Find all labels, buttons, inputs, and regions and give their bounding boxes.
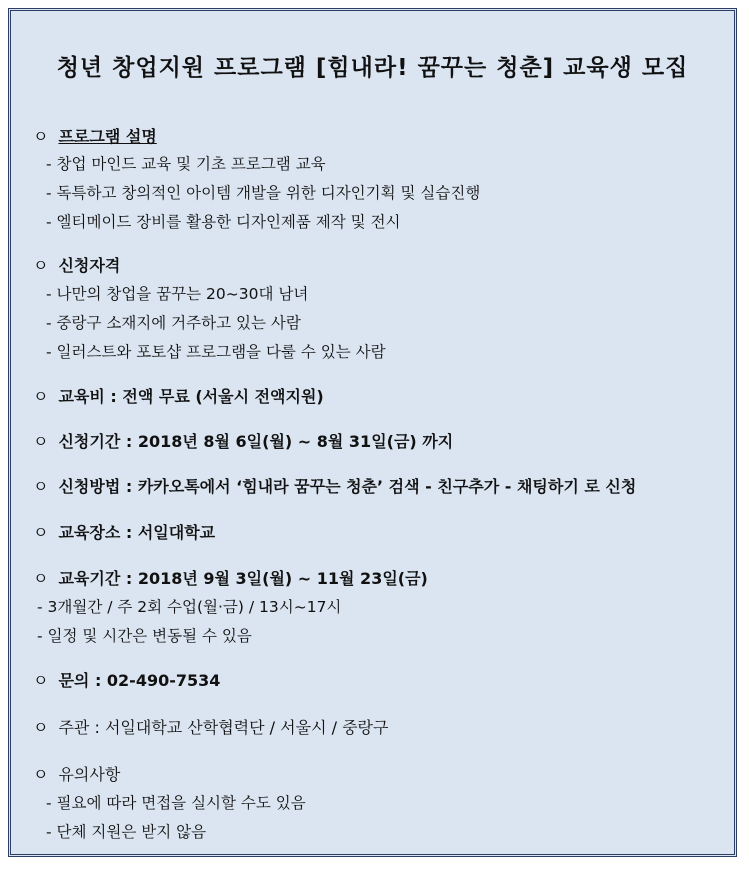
eligibility-item-1: - 나만의 창업을 꿈꾸는 20~30대 남녀 [46, 285, 309, 303]
bullet-icon: ㅇ [33, 671, 49, 690]
section-program-heading: ㅇ 프로그램 설명 [33, 127, 157, 146]
program-item-2: - 독특하고 창의적인 아이템 개발을 위한 디자인기획 및 실습진행 [46, 184, 481, 202]
bullet-icon: ㅇ [33, 477, 49, 496]
section-application-method: ㅇ 신청방법 : 카카오톡에서 ‘힘내라 꿈꾸는 청춘’ 검색 - 친구추가 - 채팅하기 로 신청 [33, 477, 637, 496]
section-location: ㅇ 교육장소 : 서일대학교 [33, 523, 216, 542]
bullet-icon: ㅇ [33, 127, 49, 146]
bullet-icon: ㅇ [33, 765, 49, 784]
section-contact: ㅇ 문의 : 02-490-7534 [33, 671, 221, 690]
bullet-icon: ㅇ [33, 387, 49, 406]
program-item-3: - 엘티메이드 장비를 활용한 디자인제품 제작 및 전시 [46, 213, 401, 231]
notice-frame [8, 8, 737, 857]
bullet-icon: ㅇ [33, 432, 49, 451]
section-organizer: ㅇ 주관 : 서일대학교 산학협력단 / 서울시 / 중랑구 [33, 718, 389, 737]
page-title: 청년 창업지원 프로그램 [힘내라! 꿈꾸는 청춘] 교육생 모집 [56, 55, 689, 81]
bullet-icon: ㅇ [33, 718, 49, 737]
eligibility-item-2: - 중랑구 소재지에 거주하고 있는 사람 [46, 314, 301, 332]
bullet-icon: ㅇ [33, 256, 49, 275]
education-period-item-1: - 3개월간 / 주 2회 수업(월·금) / 13시~17시 [37, 598, 342, 616]
section-eligibility-heading: ㅇ 신청자격 [33, 256, 121, 275]
notes-item-2: - 단체 지원은 받지 않음 [46, 823, 207, 841]
section-application-period: ㅇ 신청기간 : 2018년 8월 6일(월) ~ 8월 31일(금) 까지 [33, 432, 454, 451]
section-fee: ㅇ 교육비 : 전액 무료 (서울시 전액지원) [33, 387, 324, 406]
education-period-item-2: - 일정 및 시간은 변동될 수 있음 [37, 627, 252, 645]
bullet-icon: ㅇ [33, 569, 49, 588]
bullet-icon: ㅇ [33, 523, 49, 542]
program-item-1: - 창업 마인드 교육 및 기초 프로그램 교육 [46, 155, 326, 173]
section-education-period: ㅇ 교육기간 : 2018년 9월 3일(월) ~ 11월 23일(금) [33, 569, 428, 588]
section-notes-heading: ㅇ 유의사항 [33, 765, 121, 784]
eligibility-item-3: - 일러스트와 포토샵 프로그램을 다룰 수 있는 사람 [46, 343, 386, 361]
notes-item-1: - 필요에 따라 면접을 실시할 수도 있음 [46, 794, 306, 812]
